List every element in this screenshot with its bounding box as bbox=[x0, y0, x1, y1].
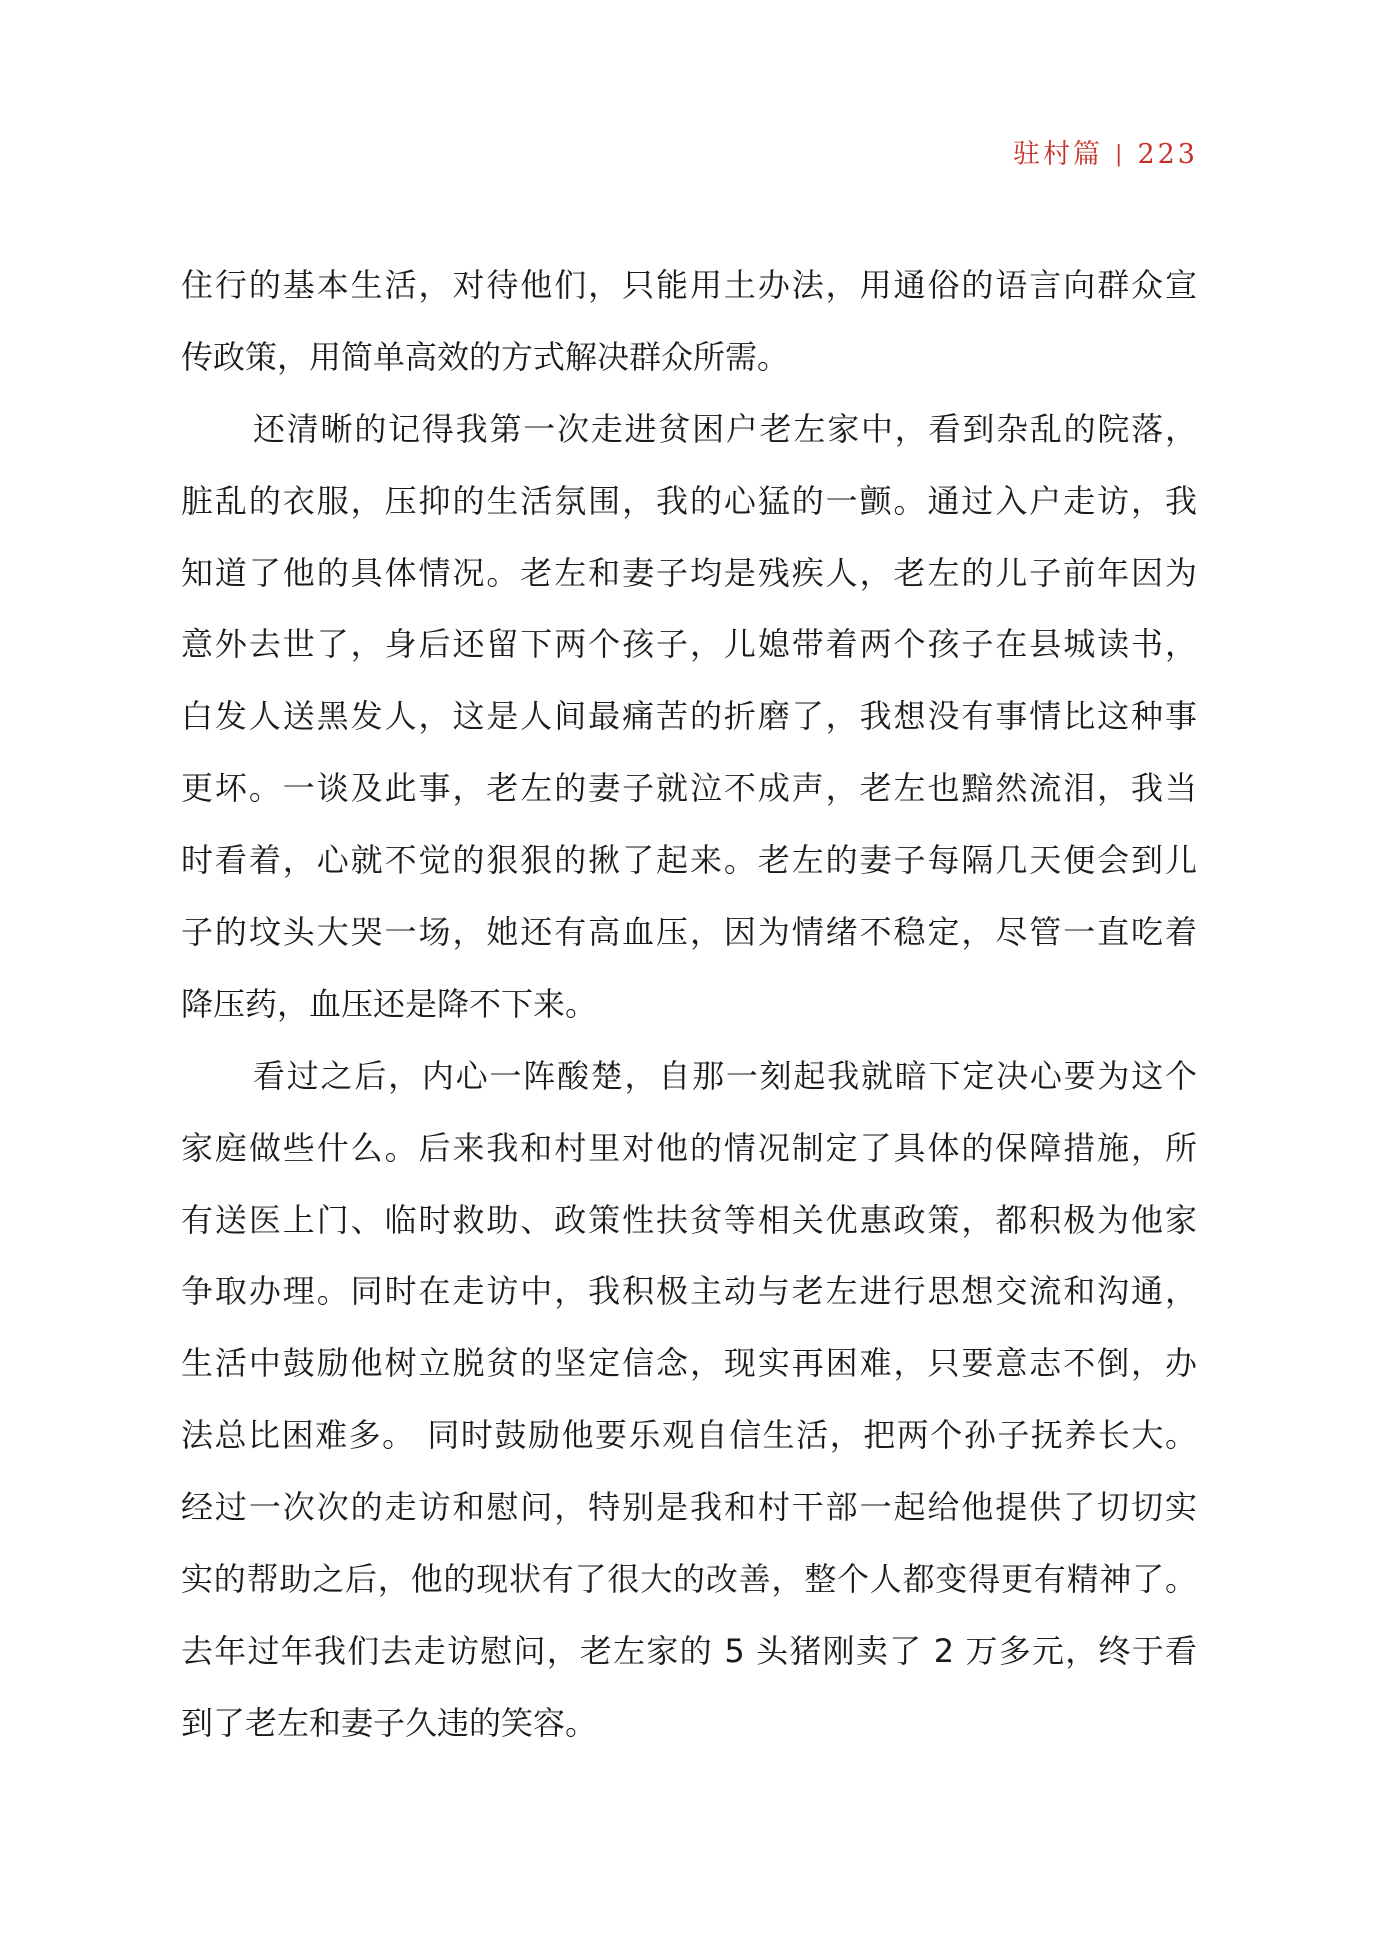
text-line: 争取办理。同时在走访中，我积极主动与老左进行思想交流和沟通， bbox=[181, 1272, 1197, 1311]
text-line: 更坏。一谈及此事，老左的妻子就泣不成声，老左也黯然流泪，我当 bbox=[181, 769, 1197, 808]
body-text bbox=[181, 250, 1197, 1760]
text-line: 法总比困难多。 同时鼓励他要乐观自信生活，把两个孙子抚养长大。 bbox=[181, 1416, 1197, 1455]
text-line: 子的坟头大哭一场，她还有高血压，因为情绪不稳定，尽管一直吃着 bbox=[181, 913, 1197, 952]
text-line: 实的帮助之后，他的现状有了很大的改善，整个人都变得更有精神了。 bbox=[181, 1560, 1197, 1599]
text-line: 降压药，血压还是降不下来。 bbox=[181, 984, 598, 1023]
text-line: 生活中鼓励他树立脱贫的坚定信念，现实再困难，只要意志不倒，办 bbox=[181, 1344, 1197, 1383]
running-header bbox=[1013, 132, 1198, 171]
text-line: 家庭做些什么。后来我和村里对他的情况制定了具体的保障措施，所 bbox=[181, 1128, 1197, 1167]
section-title: 驻村篇 bbox=[1013, 139, 1104, 170]
page-number: 223 bbox=[1137, 139, 1198, 170]
text-line: 经过一次次的走访和慰问，特别是我和村干部一起给他提供了切切实 bbox=[181, 1488, 1197, 1527]
text-line: 白发人送黑发人，这是人间最痛苦的折磨了，我想没有事情比这种事 bbox=[181, 697, 1197, 736]
text-line: 传政策，用简单高效的方式解决群众所需。 bbox=[181, 337, 790, 376]
text-line: 时看着，心就不觉的狠狠的揪了起来。老左的妻子每隔几天便会到儿 bbox=[181, 841, 1197, 880]
text-line: 到了老左和妻子久违的笑容。 bbox=[181, 1703, 598, 1742]
header-separator: | bbox=[1115, 142, 1126, 167]
text-line: 意外去世了，身后还留下两个孩子，儿媳带着两个孩子在县城读书， bbox=[181, 625, 1197, 664]
text-line: 看过之后，内心一阵酸楚，自那一刻起我就暗下定决心要为这个 bbox=[253, 1056, 1197, 1095]
text-line: 住行的基本生活，对待他们，只能用土办法，用通俗的语言向群众宣 bbox=[181, 266, 1197, 304]
text-line: 还清晰的记得我第一次走进贫困户老左家中，看到杂乱的院落， bbox=[253, 409, 1197, 448]
text-line: 脏乱的衣服，压抑的生活氛围，我的心猛的一颤。通过入户走访，我 bbox=[181, 481, 1197, 520]
text-line: 有送医上门、临时救助、政策性扶贫等相关优惠政策，都积极为他家 bbox=[181, 1200, 1197, 1239]
text-line: 去年过年我们去走访慰问，老左家的 5 头猪刚卖了 2 万多元，终于看 bbox=[181, 1631, 1197, 1670]
text-line: 知道了他的具体情况。老左和妻子均是残疾人，老左的儿子前年因为 bbox=[181, 553, 1197, 592]
